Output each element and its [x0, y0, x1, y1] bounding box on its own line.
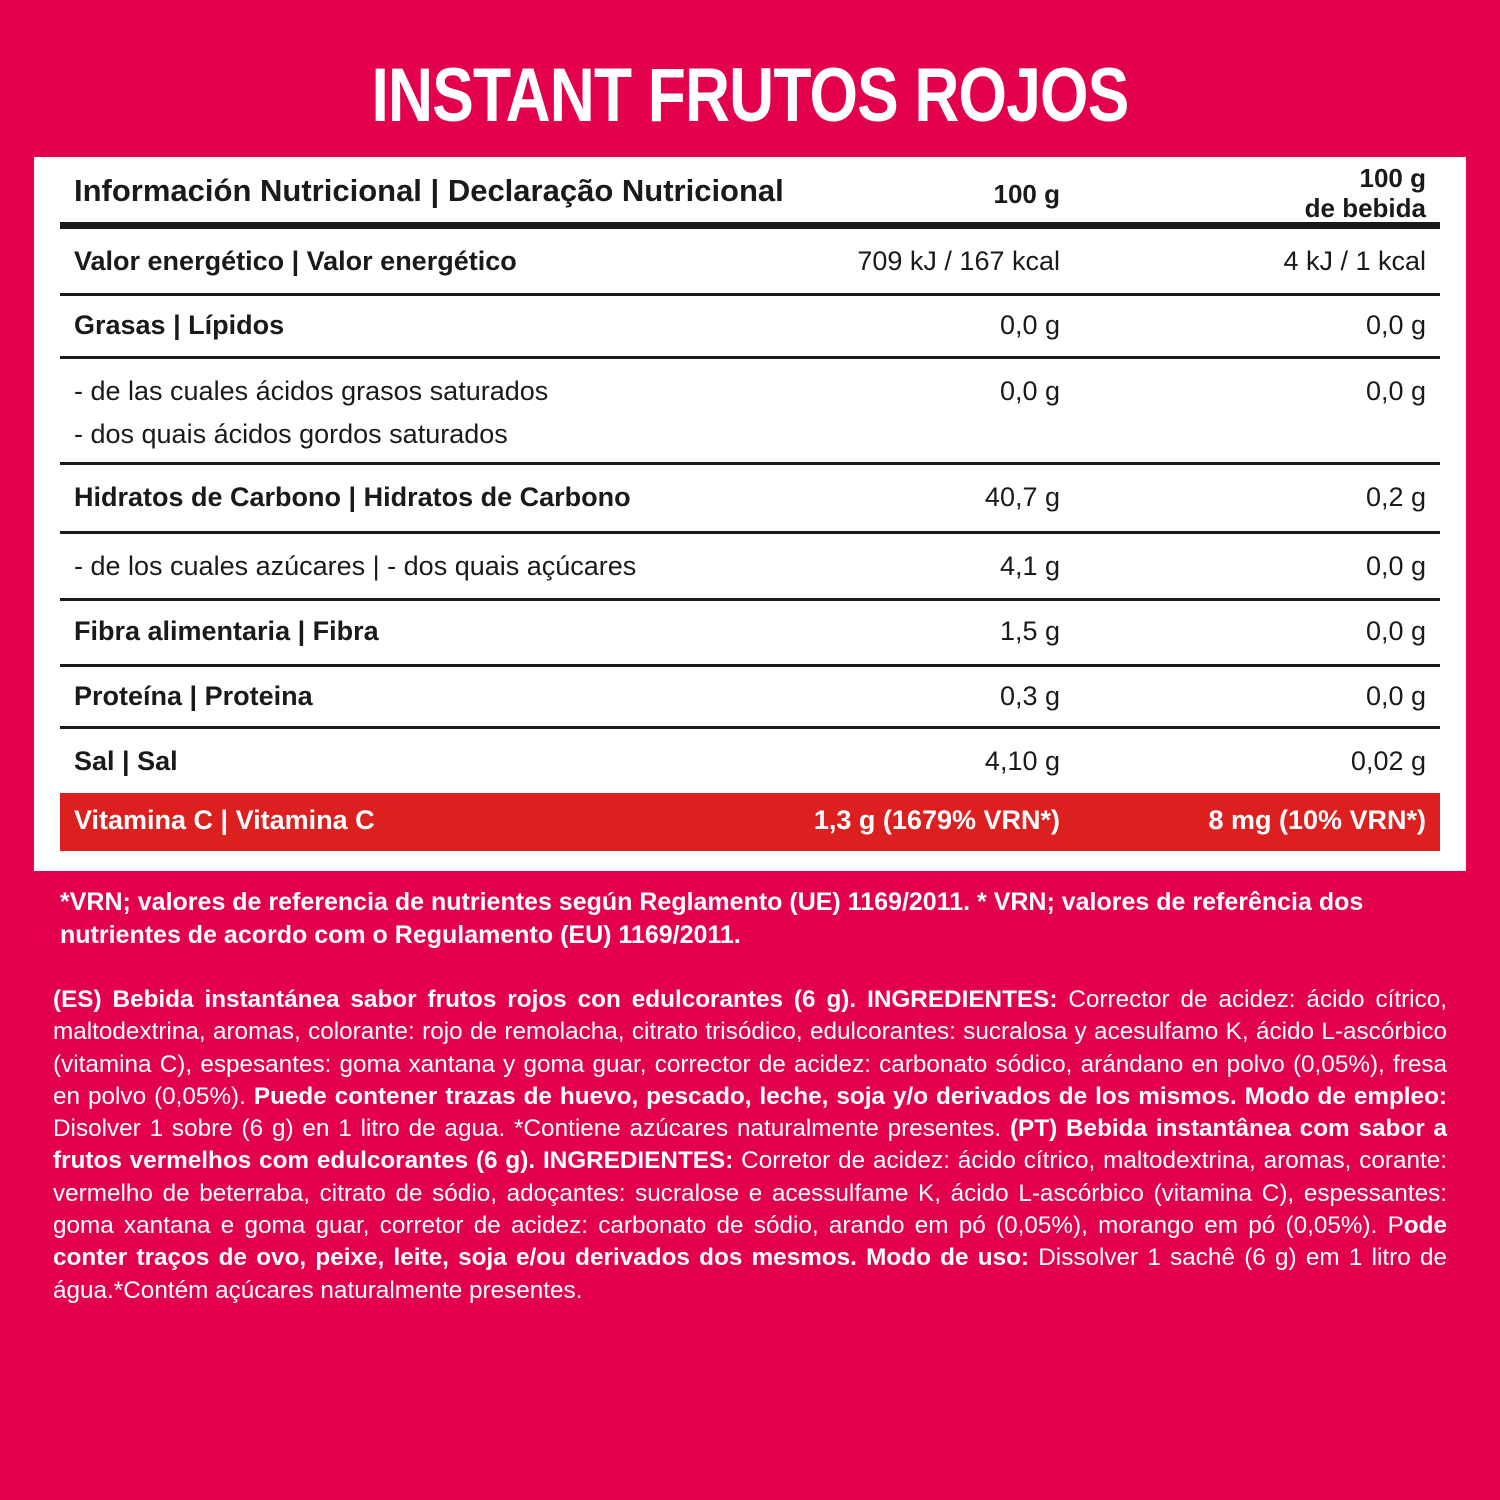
row-value-drink: 4 kJ / 1 kcal [1283, 246, 1426, 276]
table-row [60, 296, 1440, 359]
table-row [60, 465, 1440, 534]
row-value-100g: 4,1 g [999, 551, 1060, 581]
table-row-vitamin-c [60, 793, 1440, 851]
ingredients-text [53, 984, 1447, 1307]
table-row [60, 667, 1440, 729]
es-body: Corrector de acidez: ácido cítrico, maltodextrina, aromas, colorante: rojo de remolacha, citrato trisódico, edulcorantes: sucralosa y acesulfamo K, ácido L-ascórbico (vitamina C), espesantes: goma xantana y goma guar, corrector de acidez: carbonato sódico, arándano en polvo (0,05%), fresa en polvo (0,05%). [53, 986, 1447, 1110]
row-label: - de los cuales azúcares | - dos quais açúcares [74, 551, 637, 581]
row-label: Hidratos de Carbono | Hidratos de Carbono [74, 482, 631, 512]
row-value-drink: 0,0 g [1365, 681, 1426, 711]
row-value-100g: 0,0 g [999, 310, 1060, 340]
nutrition-table [60, 157, 1440, 851]
row-value-100g: 0,0 g [999, 376, 1060, 406]
row-label-line1: - de las cuales ácidos grasos saturados [74, 376, 549, 406]
es-title: (ES) Bebida instantánea sabor frutos rojos con edulcorantes (6 g). INGREDIENTES: [53, 986, 1058, 1013]
row-value-100g: 1,3 g (1679% VRN*) [813, 805, 1060, 835]
pt-body: Corretor de acidez: ácido cítrico, maltodextrina, aromas, corante: vermelho de beterraba, citrato de sódio, adoçantes: sucralose e acessulfame K, ácido L-ascórbico (vitamina C), espessantes: goma xantana e goma guar, corretor de acidez: carbonato de sódio, arando em pó (0,05%), morango em pó (0,05%). P [53, 1147, 1448, 1240]
pt-title: (PT) Bebida instantânea com sabor a frutos vermelhos com edulcorantes (6 g). INGREDIENTES: [53, 1115, 1447, 1175]
row-label: Grasas | Lípidos [74, 310, 285, 340]
footnote-line1: *VRN; valores de referencia de nutrientes según Reglamento (UE) 1169/2011. * VRN; valores de referência dos [60, 888, 1364, 916]
row-value-drink: 0,0 g [1365, 551, 1426, 581]
row-value-drink: 0,0 g [1365, 616, 1426, 646]
table-header-label: Información Nutricional | Declaração Nutricional [74, 173, 784, 208]
row-label: Fibra alimentaria | Fibra [74, 616, 379, 646]
row-value-drink: 0,0 g [1365, 310, 1426, 340]
table-row [60, 534, 1440, 601]
row-value-100g: 4,10 g [984, 746, 1060, 776]
footnote-line2: nutrientes de acordo com o Regulamento (EU) 1169/2011. [60, 921, 741, 949]
product-title: INSTANT FRUTOS ROJOS [371, 53, 1129, 138]
row-label-line2: - dos quais ácidos gordos saturados [74, 419, 508, 449]
row-value-100g: 40,7 g [984, 482, 1060, 512]
es-allergens: Puede contener trazas de huevo, pescado, leche, soja y/o derivados de los mismos. Modo de empleo: [253, 1082, 1447, 1110]
table-header-col2-line1: 100 g [1359, 163, 1426, 193]
table-row [60, 229, 1440, 296]
row-value-100g: 709 kJ / 167 kcal [857, 246, 1060, 276]
pt-usage: Dissolver 1 sachê (6 g) em 1 litro de água.*Contém açúcares naturalmente presentes. [53, 1244, 1447, 1304]
table-row [60, 601, 1440, 667]
row-label: Vitamina C | Vitamina C [74, 805, 375, 835]
row-value-drink: 8 mg (10% VRN*) [1208, 805, 1426, 835]
row-value-100g: 0,3 g [999, 681, 1060, 711]
table-header-col2-line2: de bebida [1304, 193, 1426, 223]
es-usage: Disolver 1 sobre (6 g) en 1 litro de agua. *Contiene azúcares naturalmente presentes. [53, 1115, 1010, 1143]
table-header-row [60, 157, 1440, 229]
vrn-footnote [60, 886, 1440, 952]
row-label: Sal | Sal [74, 746, 178, 776]
row-label: Valor energético | Valor energético [74, 246, 517, 276]
row-value-drink: 0,02 g [1350, 746, 1426, 776]
table-header-col1: 100 g [993, 179, 1060, 209]
table-row [60, 359, 1440, 465]
table-row [60, 729, 1440, 793]
row-value-drink: 0,0 g [1365, 376, 1426, 406]
row-value-drink: 0,2 g [1365, 482, 1426, 512]
row-value-100g: 1,5 g [999, 616, 1060, 646]
nutrition-panel [34, 157, 1466, 871]
row-label: Proteína | Proteina [74, 681, 313, 711]
pt-allergens: ode conter traços de ovo, peixe, leite, soja e/ou derivados dos mesmos. Modo de uso: [53, 1212, 1447, 1272]
